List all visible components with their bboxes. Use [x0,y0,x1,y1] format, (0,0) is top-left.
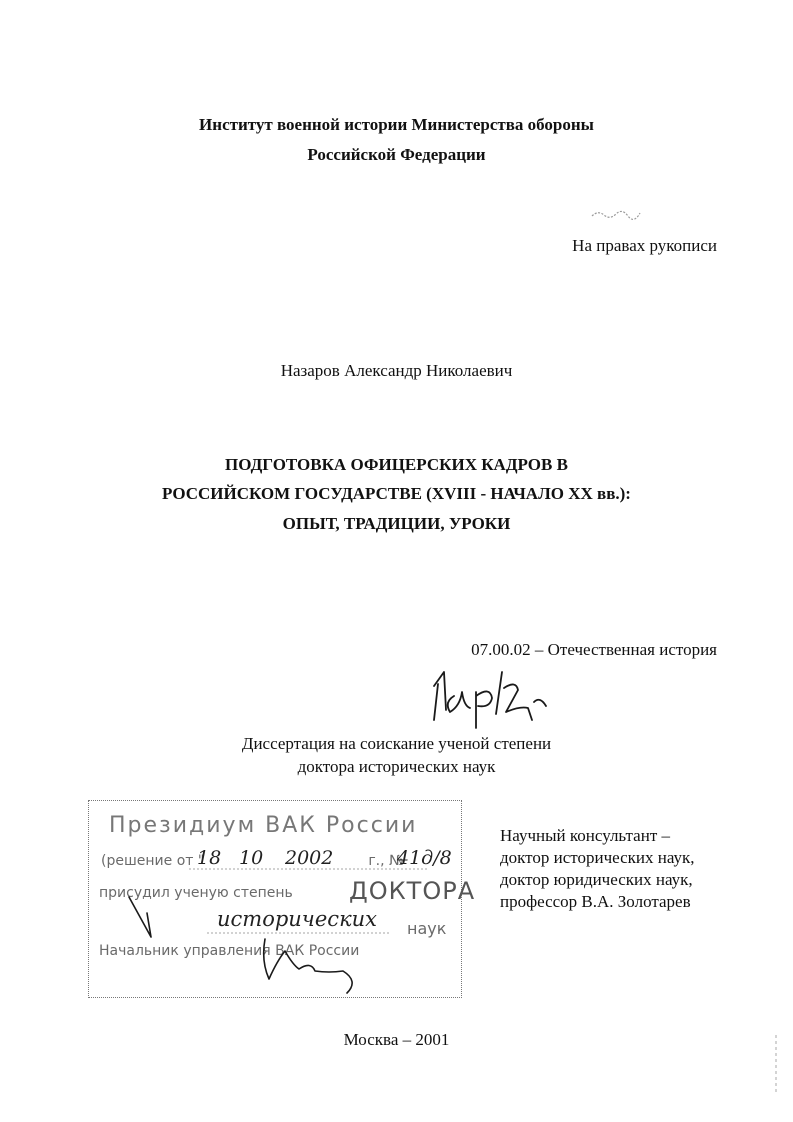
consultant-line2: доктор исторических наук, [500,848,695,867]
stamp-date-year: 2002 [285,847,334,869]
institute-name-line2: Российской Федерации [307,145,486,164]
dissertation-line2: доктора исторических наук [297,757,496,776]
stamp-decision-prefix: (решение от " [101,853,205,869]
stamp-field: исторических [217,907,377,931]
stamp-head-signature [89,801,461,997]
scan-edge-mark [774,1035,778,1095]
title-line3: ОПЫТ, ТРАДИЦИИ, УРОКИ [282,514,511,533]
consultant-line3: доктор юридических наук, [500,870,693,889]
city-year: Москва – 2001 [343,1030,450,1049]
vak-stamp [88,800,476,998]
institute-name-line1: Институт военной истории Министерства обороны [199,115,594,134]
stamp-date-month: 10 [239,847,264,869]
stamp-decision-mid: г., № [368,853,404,869]
title-line2: РОССИЙСКОМ ГОСУДАРСТВЕ (XVIII - НАЧАЛО XX вв.): [162,484,631,503]
dissertation-line1: Диссертация на соискание ученой степени [241,734,552,753]
manuscript-note: На правах рукописи [572,236,717,255]
stamp-awarded-label: присудил ученую степень [99,885,293,901]
stamp-head-label: Начальник управления ВАК России [99,943,360,959]
scan-smudge [588,204,648,224]
author-signature [420,662,560,732]
stamp-degree: ДОКТОРА [349,877,476,905]
stamp-date-day: 18 [197,847,222,869]
consultant-line4: профессор В.А. Золотарев [500,892,691,911]
specialty-code: 07.00.02 – Отечественная история [471,640,717,659]
stamp-title: Президиум ВАК России [109,813,418,838]
author-name: Назаров Александр Николаевич [280,361,513,380]
stamp-sciences: наук [407,919,447,938]
consultant-line1: Научный консультант – [500,826,670,845]
stamp-number: 41д/8 [397,847,452,869]
title-line1: ПОДГОТОВКА ОФИЦЕРСКИХ КАДРОВ В [225,455,568,474]
